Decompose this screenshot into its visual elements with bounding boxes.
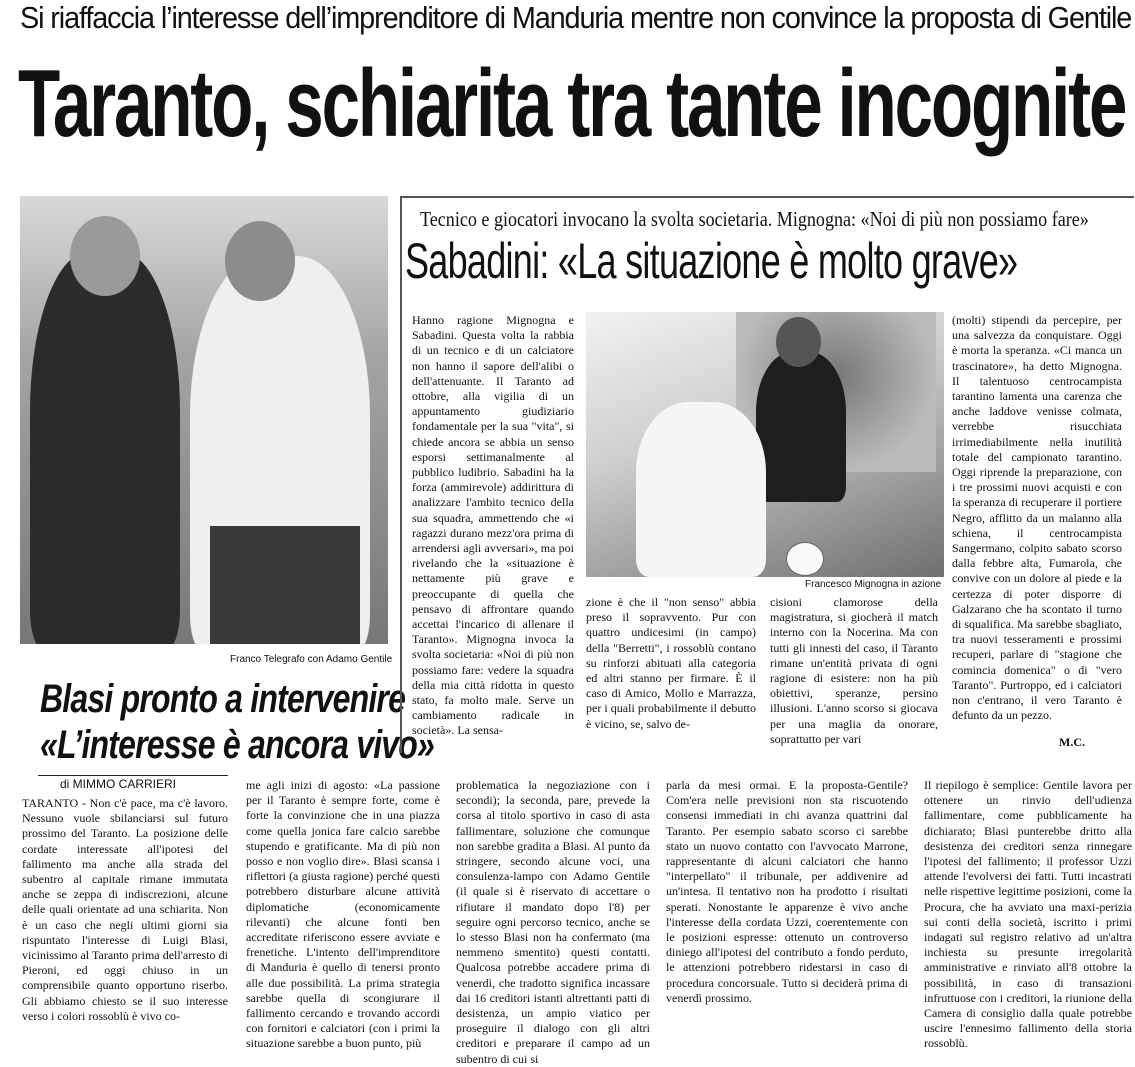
main-headline: Taranto, schiarita tra tante incognite (18, 50, 1126, 157)
right-column-1: Hanno ragione Mignogna e Sabadini. Questa volta la rabbia di un tecnico e di un calciatore non hanno il sapore dell'alibi o dell'attenuante. Il Taranto ad ottobre, alla vigilia di un appuntamento giudiziario fondamentale per la sua "vita", si chiede ancora se abbia un senso esporsi settimanalmente al pubblico ludibrio. Sabadini ha la forza (ammirevole) addirittura di analizzare l'ambito tecnico della sua squadra, ammettendo che «i ragazzi durano mezz'ora prima di arrendersi agli avversari», ma poi rivelando che la «situazione è nettamente più grave e preoccupante di quella che pensavo di affrontare quando accettai l'incarico di allenare il Taranto». Mignogna invoca la svolta societaria: «Noi di più non possiamo fare: vedere la squadra della mia città ridotta in questo stato, fa molto male. Serve un cambiamento radicale in società». La sensa- (412, 313, 574, 738)
photo-mignogna (586, 312, 944, 577)
photo-caption-right: Francesco Mignogna in azione (805, 579, 942, 590)
right-column-2: zione è che il "non senso" abbia preso il sopravvento. Pur con quattro undicesimi (in campo) della "Berretti", i rossoblù contano su rinforzi abituati alla categoria ed altri stanno per firmare. È il caso di Amico, Mollo e Marrazza, per i quali probabilmente il debutto è vicino, se, salvo de- (586, 595, 756, 731)
kicker: Si riaffaccia l’interesse dell’imprenditore di Manduria mentre non convince la proposta di Gentile (20, 0, 1132, 35)
photo-caption-left: Franco Telegrafo con Adamo Gentile (230, 654, 393, 665)
left-title-line-1: Blasi pronto a intervenire (40, 677, 406, 721)
left-column-2: me agli inizi di agosto: «La passione per il Taranto è sempre forte, come è forte la convinzione che in una piazza come quella jonica fare calcio sarebbe stupendo e gratificante. Ma di più non posso e non voglio dire». Blasi scansa i riflettori (a giusta ragione) perché questi potrebbero disturbare alcune attività diplomatiche (economicamente rilevanti) che alcune fonti ben accreditate riferiscono essere avviate e frenetiche. L'intento dell'imprenditore di Manduria è quello di tenersi pronto alle due possibilità. La prima strategia sarebbe quella di scongiurare il fallimento cercando e trovando accordi con fornitori e calciatori (con i primi la situazione sarebbe a buon punto, più (246, 778, 440, 1051)
right-column-4: (molti) stipendi da percepire, per una salvezza da conquistare. Oggi è morta la speranza. «Ci manca un trascinatore», ha detto Mignogna. Il talentuoso centrocampista tarantino lamenta una carenza che anche laddove venisse colmata, verrebbe risucchiata irrimediabilmente nella inutilità totale del campionato tarantino. Oggi riprende la preparazione, con i tre prossimi nuovi acquisti e con la speranza di recuperare il portiere Negro, afflitto da un malanno alla schiena, il centrocampista Sangermano, colpito sabato scorso dalla febbre alta, Fumarola, che convive con un dolore al piede e la certezza di poter disporre di Galzarano che ha scontato il turno di squalifica. Ma sarebbe sbagliato, tra nuovi tesseramenti e prossimi recuperi, parlare di "stagione che comincia domenica" o di "vero Taranto". Purtroppo, ed i calciatori non c'entrano, il vero Taranto è defunto da un pezzo. (952, 313, 1122, 723)
signature: M.C. (1059, 735, 1085, 749)
left-column-5: Il riepilogo è semplice: Gentile lavora per ottenere un rinvio dell'udienza fallimentare, come pubblicamente ha dichiarato; Blasi punterebbe dritto alla desistenza dei creditori senza rinnegare l'ipotesi del fallimento; il professor Uzzi attende l'evolversi dei fatti. Tutti incastrati nelle rispettive legittime posizioni, come la Procura, che ha avviato una maxi-perizia sui conti della società, iscritto i primi indagati sul registro relativo ad un'altra inchiesta su presunte irregolarità amministrative e rinviato all'8 ottobre la possibilità, in caso di transazioni infruttuose con i creditori, la riunione della Camera di consiglio dalla quale potrebbe uscire l'ennesimo fallimento della storia rossoblù. (924, 778, 1132, 1051)
left-column-1: TARANTO - Non c'è pace, ma c'è lavoro. Nessuno vuole sbilanciarsi sul futuro prossimo del Taranto. La posizione delle cordate interessate all'ipotesi del fallimento ma anche alla strada del subentro al capitale rimane immutata anche se zeppa di indiscrezioni, alcune delle quali orientate ad una schiarita. Non è un caso che negli ultimi giorni sia rispuntato l'interesse di Luigi Blasi, vicinissimo al Taranto prima dell'arresto di Pieroni, ed oggi chiuso in un comprensibile quanto opportuno riserbo. Gli abbiamo chiesto se il suo interesse verso i colori rossoblù è vivo co- (22, 796, 228, 1023)
left-title-line-2: «L’interesse è ancora vivo» (40, 723, 435, 767)
right-article-headline: Sabadini: «La situazione è molto grave» (405, 233, 1018, 289)
left-column-4: parla da mesi ormai. E la proposta-Gentile? Com'era nelle previsioni non sta riscuotendo consensi immediati in chi avanza quattrini dal Taranto. Per esempio sabato scorso ci sarebbe stato un nuovo contatto con l'avvocato Marrone, rappresentante di alcuni calciatori che hanno "interpellato" il tribunale, per addivenire ad un'intesa. Il tentativo non ha prodotto i risultati sperati. Nonostante le apparenze è vivo anche l'interesse della cordata Uzzi, coerentemente con le posizioni espresse: ottenuto un controverso diniego all'ipotesi del contributo a fondo perduto, le attenzioni potrebbero ridestarsi in caso di procedura concorsuale. Tutto si deciderà prima di venerdì prossimo. (666, 778, 908, 1005)
right-column-3: cisioni clamorose della magistratura, si giocherà il match interno con la Nocerina. Ma con tutti gli innesti del caso, il Taranto rimane un'entità privata di ogni ragione di esistere: non ha più obiettivi, speranze, persino illusioni. L'anno scorso si giocava per una maglia da onorare, soprattutto per vari (770, 595, 938, 746)
photo-telegrafo-gentile (20, 196, 388, 644)
byline-rule (38, 775, 228, 776)
right-article-kicker: Tecnico e giocatori invocano la svolta societaria. Mignogna: «Noi di più non possiamo fare» (420, 207, 1089, 231)
byline: di MIMMO CARRIERI (60, 777, 177, 791)
left-article-title (40, 676, 434, 768)
left-column-3: problematica la negoziazione con i secondi); la seconda, pare, prevede la corsa al titolo sportivo in caso di asta fallimentare, soluzione che comunque non sarebbe gradita a Blasi. Al punto da stringere, secondo alcune voci, una consulenza-lampo con Adamo Gentile (il quale si è riservato di accettare o rifiutare il mandato dopo l'8) per seguire ogni percorso tecnico, anche se lo stesso Blasi non ha confermato (ma nemmeno smentito) questi contatti. Qualcosa potrebbe accadere prima di venerdì, che tradotto significa incassare dai 16 creditori istanti altrettanti patti di desistenza, un ampio viatico per proseguire il dialogo con gli altri creditori e preparare il campo ad un subentro di cui si (456, 778, 650, 1066)
